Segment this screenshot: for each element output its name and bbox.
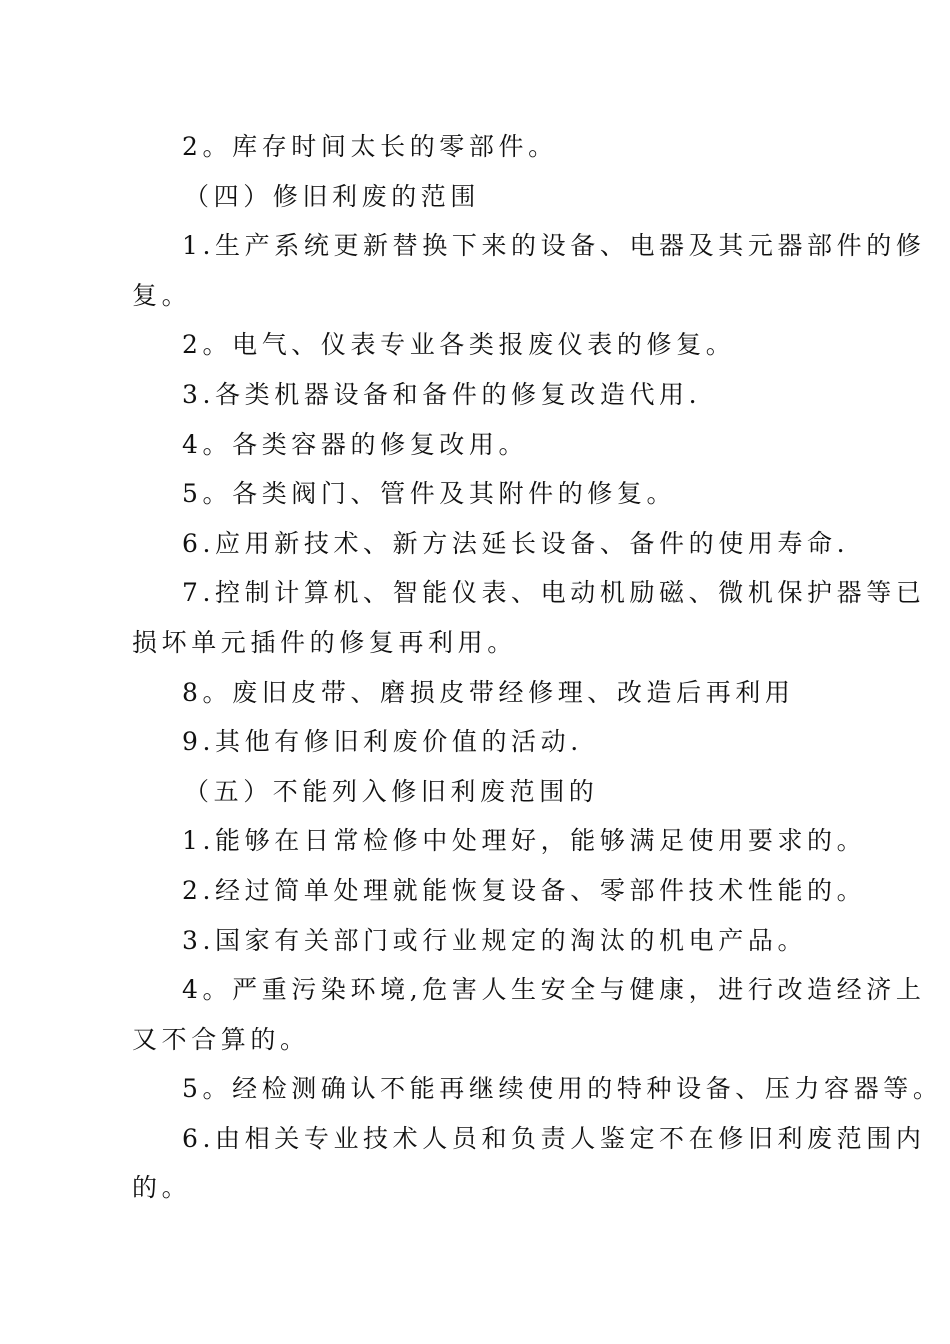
paragraph-line: 7.控制计算机、智能仪表、电动机励磁、微机保护器等已 [182,578,926,608]
paragraph-line: 1.生产系统更新替换下来的设备、电器及其元器部件的修 [182,231,926,261]
paragraph-line: 3.各类机器设备和备件的修复改造代用. [182,379,702,409]
paragraph-line: 损坏单元插件的修复再利用。 [132,627,517,657]
paragraph-line: 又不合算的。 [132,1024,310,1054]
paragraph-line: 4。各类容器的修复改用。 [182,429,529,459]
document-body [132,122,943,1213]
paragraph-line: 2。电气、仪表专业各类报废仪表的修复。 [182,330,736,360]
paragraph-line: 2.经过简单处理就能恢复设备、零部件技术性能的。 [182,875,867,905]
section-heading: （五）不能列入修旧利废范围的 [184,776,599,806]
paragraph-line: 3.国家有关部门或行业规定的淘汰的机电产品。 [182,925,808,955]
paragraph-line: 6.由相关专业技术人员和负责人鉴定不在修旧利废范围内 [182,1123,926,1153]
paragraph-line: 5。经检测确认不能再继续使用的特种设备、压力容器等。 [182,1074,943,1104]
paragraph-line: 1.能够在日常检修中处理好，能够满足使用要求的。 [182,826,867,856]
paragraph-line: 5。各类阀门、管件及其附件的修复。 [182,479,677,509]
paragraph-line: 2。库存时间太长的零部件。 [182,132,558,161]
paragraph-line: 8。废旧皮带、磨损皮带经修理、改造后再利用 [182,677,795,707]
paragraph-line: 复。 [132,280,192,310]
paragraph-line: 4。严重污染环境,危害人生安全与健康，进行改造经济上 [182,975,926,1005]
section-heading: （四）修旧利废的范围 [184,181,481,211]
paragraph-line: 的。 [132,1173,192,1203]
paragraph-line: 6.应用新技术、新方法延长设备、备件的使用寿命. [182,528,850,558]
paragraph-line: 9.其他有修旧利废价值的活动. [182,727,583,757]
